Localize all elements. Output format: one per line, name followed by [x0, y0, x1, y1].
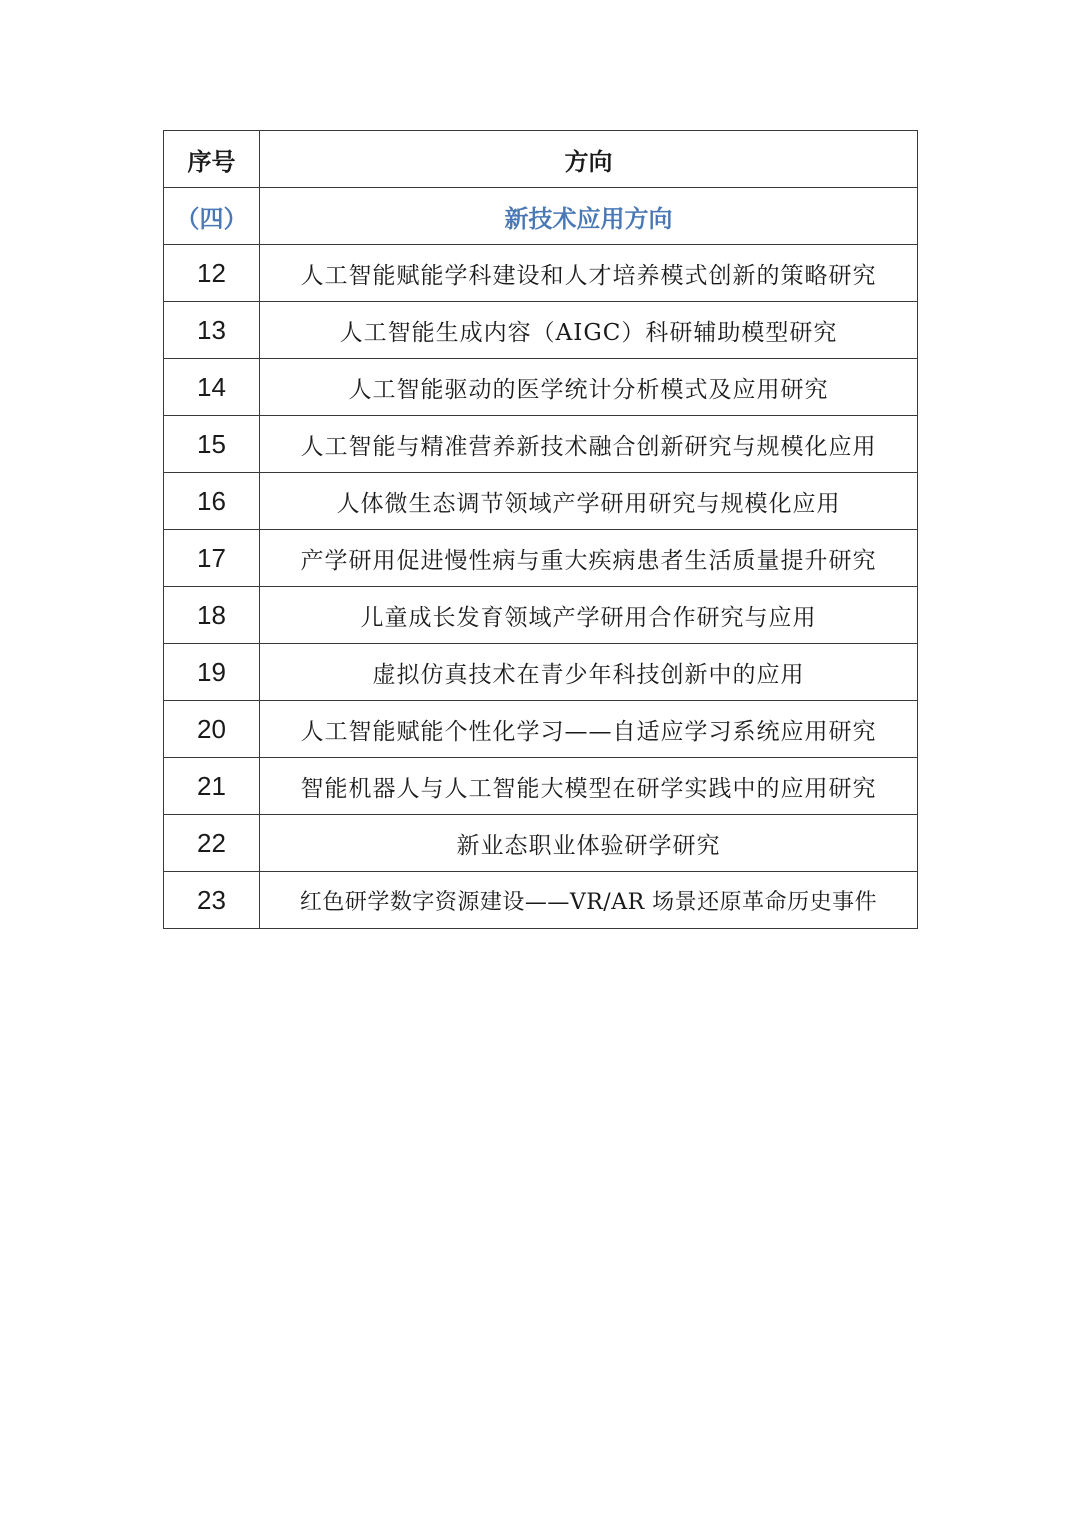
table-row [164, 416, 918, 473]
row-num-cell: 15 [164, 416, 260, 473]
table-row [164, 701, 918, 758]
row-num-cell: 21 [164, 758, 260, 815]
section-row [164, 188, 918, 245]
row-num-cell: 14 [164, 359, 260, 416]
row-num-cell: 13 [164, 302, 260, 359]
row-direction-cell: 新业态职业体验研学研究 [260, 815, 918, 872]
row-direction-cell: 红色研学数字资源建设——VR/AR 场景还原革命历史事件 [260, 872, 918, 929]
row-direction-cell: 人工智能生成内容（AIGC）科研辅助模型研究 [260, 302, 918, 359]
header-direction-cell: 方向 [260, 131, 918, 188]
row-direction-cell: 人工智能赋能学科建设和人才培养模式创新的策略研究 [260, 245, 918, 302]
table-row [164, 473, 918, 530]
row-num-cell: 12 [164, 245, 260, 302]
header-num-cell: 序号 [164, 131, 260, 188]
table-row [164, 359, 918, 416]
table-row [164, 302, 918, 359]
row-num-cell: 18 [164, 587, 260, 644]
row-direction-cell: 人工智能赋能个性化学习——自适应学习系统应用研究 [260, 701, 918, 758]
row-direction-cell: 人工智能驱动的医学统计分析模式及应用研究 [260, 359, 918, 416]
row-direction-cell: 智能机器人与人工智能大模型在研学实践中的应用研究 [260, 758, 918, 815]
row-num-cell: 19 [164, 644, 260, 701]
table-body [164, 131, 918, 929]
row-num-cell: 20 [164, 701, 260, 758]
row-num-cell: 22 [164, 815, 260, 872]
section-num-cell: （四） [164, 188, 260, 245]
section-title-cell: 新技术应用方向 [260, 188, 918, 245]
row-num-cell: 17 [164, 530, 260, 587]
row-num-cell: 23 [164, 872, 260, 929]
row-direction-cell: 产学研用促进慢性病与重大疾病患者生活质量提升研究 [260, 530, 918, 587]
table-row [164, 758, 918, 815]
directions-table [163, 130, 918, 929]
row-direction-cell: 儿童成长发育领域产学研用合作研究与应用 [260, 587, 918, 644]
table-row [164, 872, 918, 929]
row-direction-cell: 虚拟仿真技术在青少年科技创新中的应用 [260, 644, 918, 701]
table-header-row [164, 131, 918, 188]
table-row [164, 587, 918, 644]
row-direction-cell: 人工智能与精准营养新技术融合创新研究与规模化应用 [260, 416, 918, 473]
table-row [164, 644, 918, 701]
table-row [164, 245, 918, 302]
row-num-cell: 16 [164, 473, 260, 530]
row-direction-cell: 人体微生态调节领域产学研用研究与规模化应用 [260, 473, 918, 530]
table-row [164, 530, 918, 587]
table-row [164, 815, 918, 872]
